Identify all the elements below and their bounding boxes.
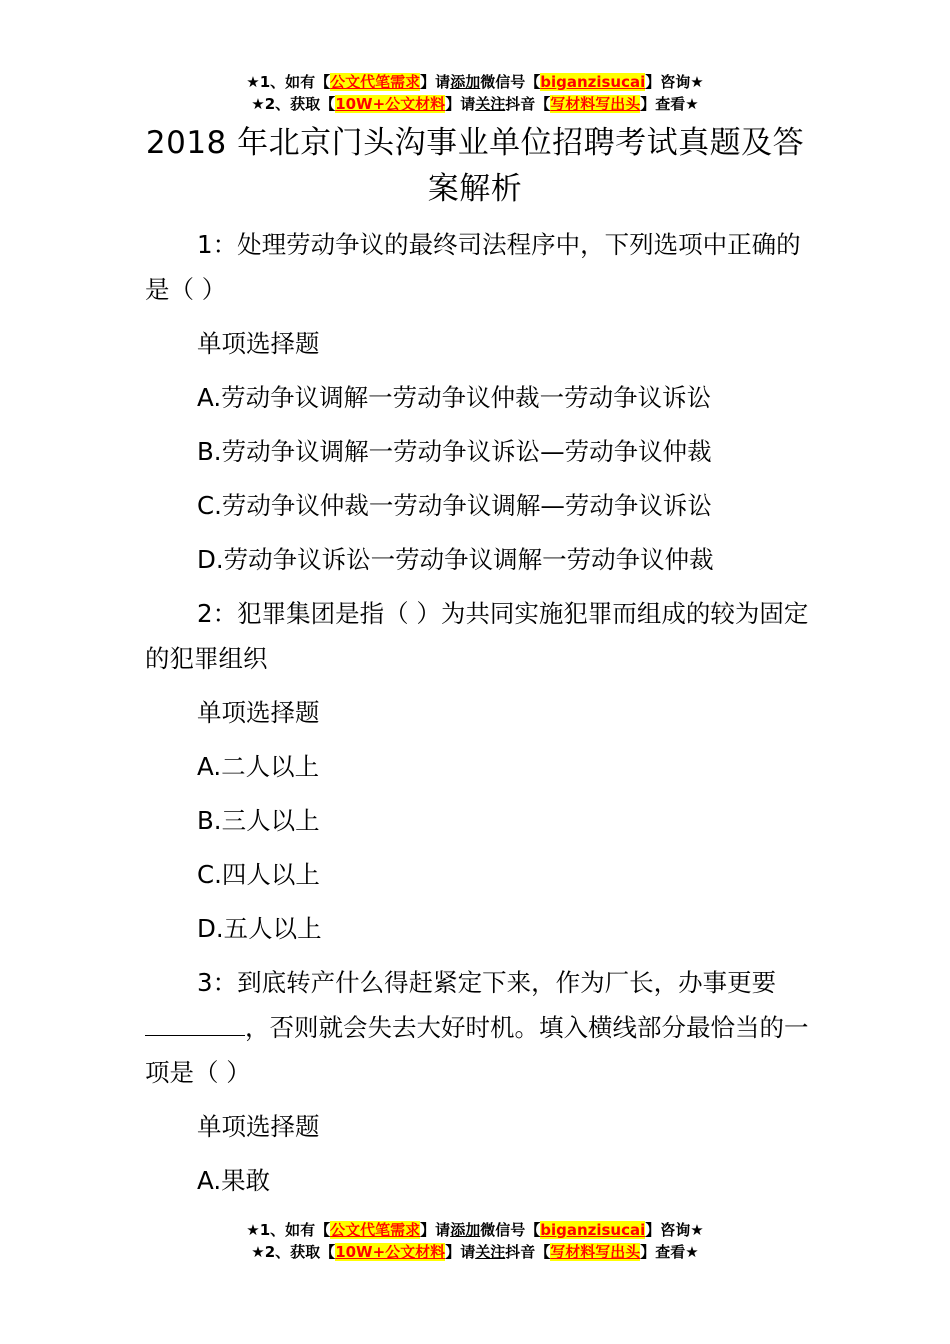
banner-text: 】咨询★ <box>645 73 704 91</box>
banner-text: ★2、获取【 <box>251 1243 336 1261</box>
banner-text: 抖音【 <box>505 95 551 113</box>
question-2-stem: 2：犯罪集团是指（ ）为共同实施犯罪而组成的较为固定的犯罪组织 <box>145 599 809 673</box>
banner-highlight: 公文代笔需求 <box>330 1221 421 1239</box>
banner-text: 】请 <box>420 1221 451 1239</box>
question-1-stem: 1：处理劳动争议的最终司法程序中，下列选项中正确的是（ ） <box>145 230 801 304</box>
banner-highlight: biganzisucai <box>540 73 646 91</box>
fill-in-blank <box>145 1005 245 1036</box>
banner-text: ★2、获取【 <box>251 95 336 113</box>
banner-highlight: 公文代笔需求 <box>330 73 421 91</box>
banner-text: 】咨询★ <box>645 1221 704 1239</box>
banner-highlight: 10W+公文材料 <box>335 95 446 113</box>
banner-text: 】请 <box>445 95 476 113</box>
banner-text: 微信号【 <box>480 1221 541 1239</box>
banner-text: 】请 <box>420 73 451 91</box>
question-3-stem-before: 3：到底转产什么得赶紧定下来，作为厂长，办事更要 <box>197 968 777 997</box>
question-2-type: 单项选择题 <box>197 698 320 727</box>
banner-highlight: 写材料写出头 <box>550 95 641 113</box>
banner-underline: 添加 <box>450 1221 481 1239</box>
banner-text: ★1、如有【 <box>246 1221 331 1239</box>
question-2-option-b: B.三人以上 <box>197 806 320 835</box>
banner-line-1 <box>0 1219 950 1241</box>
banner-highlight: 10W+公文材料 <box>335 1243 446 1261</box>
question-1-option-a: A.劳动争议调解一劳动争议仲裁一劳动争议诉讼 <box>197 383 712 412</box>
banner-underline: 添加 <box>450 73 481 91</box>
question-3-stem-after: ，否则就会失去大好时机。填入横线部分最恰当的一项是（ ） <box>145 1013 809 1087</box>
question-3-stem <box>145 960 810 1095</box>
banner-underline: 关注 <box>475 1243 506 1261</box>
banner-text: ★1、如有【 <box>246 73 331 91</box>
banner-highlight: biganzisucai <box>540 1221 646 1239</box>
question-1-option-b: B.劳动争议调解一劳动争议诉讼—劳动争议仲裁 <box>197 437 712 466</box>
banner-underline: 关注 <box>475 95 506 113</box>
banner-text: 】查看★ <box>640 95 699 113</box>
question-1-type: 单项选择题 <box>197 329 320 358</box>
question-2-option-d: D.五人以上 <box>197 914 322 943</box>
question-1-option-c: C.劳动争议仲裁一劳动争议调解—劳动争议诉讼 <box>197 491 712 520</box>
banner-text: 微信号【 <box>480 73 541 91</box>
footer-banner <box>0 1219 950 1263</box>
question-2-option-a: A.二人以上 <box>197 752 320 781</box>
question-3-option-a: A.果敢 <box>197 1166 271 1195</box>
banner-text: 】请 <box>445 1243 476 1261</box>
banner-line-2 <box>0 1241 950 1263</box>
banner-line-2 <box>0 93 950 115</box>
document-body <box>145 222 810 1212</box>
question-1-option-d: D.劳动争议诉讼一劳动争议调解一劳动争议仲裁 <box>197 545 714 574</box>
banner-text: 】查看★ <box>640 1243 699 1261</box>
banner-highlight: 写材料写出头 <box>550 1243 641 1261</box>
question-2-option-c: C.四人以上 <box>197 860 320 889</box>
banner-text: 抖音【 <box>505 1243 551 1261</box>
question-3-type: 单项选择题 <box>197 1112 320 1141</box>
document-title: 2018 年北京门头沟事业单位招聘考试真题及答案解析 <box>145 125 805 207</box>
header-banner <box>0 71 950 115</box>
banner-line-1 <box>0 71 950 93</box>
